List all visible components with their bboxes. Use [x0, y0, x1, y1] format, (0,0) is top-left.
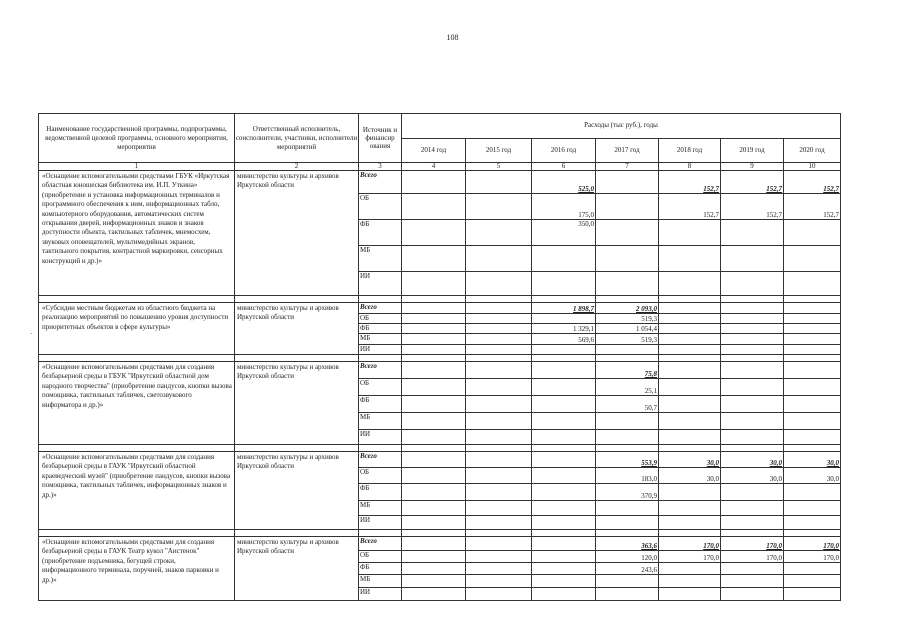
value-cell: [466, 314, 532, 324]
value-cell: [784, 314, 841, 324]
value-cell: [596, 220, 659, 246]
value-cell: 152,7: [659, 171, 721, 194]
value-cell: [466, 379, 532, 396]
value-cell: [402, 575, 466, 588]
value-cell: [784, 220, 841, 246]
value-cell: [721, 303, 784, 314]
value-cell: [402, 272, 466, 296]
value-cell: [659, 324, 721, 334]
value-cell: 170,0: [659, 537, 721, 551]
value-cell: [596, 575, 659, 588]
value-cell: [596, 413, 659, 430]
value-cell: [596, 345, 659, 355]
value-cell: [466, 171, 532, 194]
value-cell: [659, 501, 721, 516]
value-cell: [659, 334, 721, 345]
value-cell: [784, 345, 841, 355]
value-cell: [532, 413, 596, 430]
source-label: ФБ: [359, 396, 402, 413]
value-cell: [721, 379, 784, 396]
value-cell: [659, 396, 721, 413]
value-cell: 30,0: [721, 468, 784, 484]
source-label: Всего: [359, 303, 402, 314]
value-cell: [659, 563, 721, 575]
value-cell: [784, 272, 841, 296]
value-cell: [721, 246, 784, 272]
source-label: ФБ: [359, 563, 402, 575]
stray-mark: ·: [30, 330, 33, 338]
source-label: Всего: [359, 362, 402, 379]
value-cell: [402, 484, 466, 501]
value-cell: [466, 501, 532, 516]
value-cell: [532, 551, 596, 563]
value-cell: 120,0: [596, 551, 659, 563]
value-cell: [659, 379, 721, 396]
source-label: ФБ: [359, 324, 402, 334]
value-cell: [532, 484, 596, 501]
value-cell: [532, 379, 596, 396]
value-cell: 30,0: [784, 452, 841, 468]
value-cell: [402, 537, 466, 551]
value-cell: [596, 501, 659, 516]
value-cell: [659, 303, 721, 314]
value-cell: [721, 272, 784, 296]
value-cell: [596, 194, 659, 220]
value-cell: 519,3: [596, 334, 659, 345]
value-cell: [466, 588, 532, 601]
value-cell: [784, 413, 841, 430]
value-cell: [532, 430, 596, 445]
value-cell: 2 093,0: [596, 303, 659, 314]
header-year: 2017 год: [596, 138, 659, 163]
value-cell: 152,7: [784, 171, 841, 194]
column-number: 6: [532, 163, 596, 171]
value-cell: [466, 484, 532, 501]
source-label: ОБ: [359, 379, 402, 396]
value-cell: [784, 379, 841, 396]
value-cell: 30,0: [784, 468, 841, 484]
value-cell: [532, 246, 596, 272]
value-cell: [402, 194, 466, 220]
value-cell: [721, 588, 784, 601]
program-description: «Субсидии местным бюджетам из областного бюджета на реализацию мероприятий по повышению уровня доступности приоритетных объектов в сфере культуры»: [39, 303, 235, 355]
source-label: Всего: [359, 537, 402, 551]
value-cell: 152,7: [784, 194, 841, 220]
source-label: Всего: [359, 171, 402, 194]
source-label: ФБ: [359, 220, 402, 246]
value-cell: [466, 452, 532, 468]
value-cell: [532, 345, 596, 355]
value-cell: [402, 468, 466, 484]
value-cell: [532, 575, 596, 588]
value-cell: [596, 246, 659, 272]
program-executor: министерство культуры и архивов Иркутской области: [235, 537, 359, 601]
value-cell: [532, 362, 596, 379]
value-cell: 569,6: [532, 334, 596, 345]
source-label: ИИ: [359, 516, 402, 530]
value-cell: [532, 396, 596, 413]
value-cell: [721, 314, 784, 324]
value-cell: 25,1: [596, 379, 659, 396]
column-number: 7: [596, 163, 659, 171]
value-cell: 30,0: [659, 468, 721, 484]
value-cell: [402, 551, 466, 563]
page-number: 108: [446, 33, 459, 42]
value-cell: [402, 303, 466, 314]
value-cell: [532, 537, 596, 551]
value-cell: [466, 413, 532, 430]
source-label: ФБ: [359, 484, 402, 501]
value-cell: [596, 430, 659, 445]
value-cell: 553,9: [596, 452, 659, 468]
value-cell: [721, 413, 784, 430]
value-cell: [402, 430, 466, 445]
block-separator: [39, 530, 841, 537]
value-cell: [466, 575, 532, 588]
header-source: Источник и финансир ования: [359, 114, 402, 163]
value-cell: 30,0: [659, 452, 721, 468]
value-cell: 50,7: [596, 396, 659, 413]
value-cell: 152,7: [721, 194, 784, 220]
value-cell: [402, 362, 466, 379]
value-cell: [402, 220, 466, 246]
header-year: 2018 год: [659, 138, 721, 163]
value-cell: [466, 334, 532, 345]
value-cell: [784, 484, 841, 501]
value-cell: [402, 171, 466, 194]
header-year: 2014 год: [402, 138, 466, 163]
value-cell: [402, 516, 466, 530]
header-year: 2016 год: [532, 138, 596, 163]
column-number: 5: [466, 163, 532, 171]
value-cell: [402, 452, 466, 468]
value-cell: [402, 379, 466, 396]
source-label: ОБ: [359, 551, 402, 563]
value-cell: [659, 516, 721, 530]
block-separator: [39, 355, 841, 362]
value-cell: [659, 272, 721, 296]
source-label: МБ: [359, 575, 402, 588]
value-cell: [466, 551, 532, 563]
value-cell: [784, 563, 841, 575]
source-label: ОБ: [359, 468, 402, 484]
value-cell: 170,0: [721, 551, 784, 563]
value-cell: [659, 220, 721, 246]
value-cell: [532, 272, 596, 296]
value-cell: [402, 345, 466, 355]
value-cell: [659, 430, 721, 445]
value-cell: 350,0: [532, 220, 596, 246]
program-description: «Оснащение вспомогательными средствами для создания безбарьерной среды в ГАУК Театр кукол "Аистенок"(приобретение подъемника, бегущей строки, информационного терминала, поручней, знаков парковки и др.)»: [39, 537, 235, 601]
value-cell: 1 054,4: [596, 324, 659, 334]
source-label: ИИ: [359, 430, 402, 445]
value-cell: [532, 588, 596, 601]
value-cell: [402, 314, 466, 324]
value-cell: [721, 516, 784, 530]
program-description: «Оснащение вспомогательными средствами для создания безбарьерной среды в ГБУК "Иркутский областной дом народного творчества" (приобретение пандусов, кнопки вызова помощника, тактильных табличек, светозвукового информатора и др.)»: [39, 362, 235, 445]
value-cell: [466, 220, 532, 246]
value-cell: 519,3: [596, 314, 659, 324]
value-cell: [784, 396, 841, 413]
value-cell: [659, 345, 721, 355]
value-cell: 363,6: [596, 537, 659, 551]
value-cell: [402, 588, 466, 601]
value-cell: [466, 246, 532, 272]
value-cell: 370,9: [596, 484, 659, 501]
value-cell: [466, 324, 532, 334]
value-cell: [596, 588, 659, 601]
value-cell: [784, 324, 841, 334]
value-cell: [596, 272, 659, 296]
column-number: 8: [659, 163, 721, 171]
value-cell: [721, 501, 784, 516]
value-cell: [596, 516, 659, 530]
value-cell: [659, 588, 721, 601]
value-cell: [659, 484, 721, 501]
value-cell: [466, 362, 532, 379]
program-executor: министерство культуры и архивов Иркутской области: [235, 362, 359, 445]
value-cell: [659, 314, 721, 324]
program-executor: министерство культуры и архивов Иркутской области: [235, 452, 359, 530]
value-cell: [784, 334, 841, 345]
value-cell: [659, 362, 721, 379]
value-cell: [466, 430, 532, 445]
value-cell: 152,7: [659, 194, 721, 220]
source-label: Всего: [359, 452, 402, 468]
table-row: [39, 303, 841, 314]
value-cell: [402, 396, 466, 413]
value-cell: [402, 563, 466, 575]
value-cell: [532, 501, 596, 516]
value-cell: 170,0: [784, 551, 841, 563]
value-cell: [402, 324, 466, 334]
value-cell: 170,0: [721, 537, 784, 551]
value-cell: [466, 303, 532, 314]
value-cell: [659, 246, 721, 272]
source-label: ОБ: [359, 194, 402, 220]
column-number: 3: [359, 163, 402, 171]
value-cell: 1 329,1: [532, 324, 596, 334]
source-label: МБ: [359, 413, 402, 430]
value-cell: [466, 345, 532, 355]
value-cell: 170,0: [659, 551, 721, 563]
program-executor: министерство культуры и архивов Иркутской области: [235, 171, 359, 296]
value-cell: 152,7: [721, 171, 784, 194]
column-numbers-row: [39, 163, 841, 171]
value-cell: [784, 588, 841, 601]
value-cell: [721, 324, 784, 334]
value-cell: [721, 334, 784, 345]
source-label: ОБ: [359, 314, 402, 324]
program-description: «Оснащение вспомогательными средствами ГБУК «Иркутская областная юношеская библиотека им. И.П. Уткина» (приобретение и установка информационных терминалов и программного обеспечения к ним, информационных табло, компьютерного оборудования, автоматических систем открывания дверей, информационных знаков и знаков доступности объекта, тактильных табличек, мнемосхем, звуковых оповещателей, мультимедийных экранов, тактильного покрытия, контрастной маркировки, сенсорных конструкций и др.)»: [39, 171, 235, 296]
source-label: ИИ: [359, 272, 402, 296]
source-label: МБ: [359, 246, 402, 272]
value-cell: [721, 575, 784, 588]
expenses-table: [38, 113, 841, 601]
value-cell: [784, 303, 841, 314]
program-executor: министерство культуры и архивов Иркутской области: [235, 303, 359, 355]
table-row: [39, 537, 841, 551]
value-cell: 183,0: [596, 468, 659, 484]
header-year: 2015 год: [466, 138, 532, 163]
value-cell: [532, 516, 596, 530]
header-year: 2020 год: [784, 138, 841, 163]
value-cell: [721, 430, 784, 445]
value-cell: [402, 501, 466, 516]
value-cell: [466, 563, 532, 575]
value-cell: [784, 575, 841, 588]
value-cell: [402, 246, 466, 272]
value-cell: [466, 194, 532, 220]
header-row: [39, 114, 841, 139]
value-cell: [659, 413, 721, 430]
value-cell: [659, 575, 721, 588]
program-description: «Оснащение вспомогательными средствами для создания безбарьерной среды в ГАУК "Иркутский областной краеведческий музей" (приобретение пандусов, кнопки вызова помощника, тактильных табличек, информационных знаков и др.)»: [39, 452, 235, 530]
value-cell: [466, 396, 532, 413]
value-cell: [721, 345, 784, 355]
source-label: ИИ: [359, 588, 402, 601]
value-cell: [466, 272, 532, 296]
table-row: [39, 362, 841, 379]
source-label: ИИ: [359, 345, 402, 355]
value-cell: [466, 516, 532, 530]
value-cell: 170,0: [784, 537, 841, 551]
column-number: 10: [784, 163, 841, 171]
value-cell: 243,6: [596, 563, 659, 575]
value-cell: [532, 563, 596, 575]
value-cell: 1 898,7: [532, 303, 596, 314]
header-program-name: Наименование государственной программы, подпрограммы, ведомственной целевой программы, основного мероприятия, мероприятия: [39, 114, 235, 163]
value-cell: [466, 537, 532, 551]
value-cell: [784, 246, 841, 272]
value-cell: [721, 396, 784, 413]
table-row: [39, 171, 841, 194]
value-cell: [721, 220, 784, 246]
value-cell: [532, 314, 596, 324]
block-separator: [39, 445, 841, 452]
value-cell: 525,0: [532, 171, 596, 194]
value-cell: [721, 362, 784, 379]
value-cell: 175,0: [532, 194, 596, 220]
column-number: 9: [721, 163, 784, 171]
value-cell: [402, 413, 466, 430]
column-number: 1: [39, 163, 235, 171]
header-year: 2019 год: [721, 138, 784, 163]
value-cell: [721, 484, 784, 501]
value-cell: [596, 171, 659, 194]
value-cell: [784, 501, 841, 516]
value-cell: [784, 362, 841, 379]
source-label: МБ: [359, 334, 402, 345]
header-expenses: Расходы (тыс руб.), годы: [402, 114, 841, 139]
column-number: 4: [402, 163, 466, 171]
value-cell: 30,0: [721, 452, 784, 468]
value-cell: [784, 430, 841, 445]
source-label: МБ: [359, 501, 402, 516]
header-executor: Ответственный исполнитель, соисполнители, участники, исполнители мероприятий: [235, 114, 359, 163]
value-cell: [402, 334, 466, 345]
value-cell: [721, 563, 784, 575]
table-row: [39, 452, 841, 468]
value-cell: [532, 468, 596, 484]
value-cell: [784, 516, 841, 530]
value-cell: [466, 468, 532, 484]
value-cell: 75,8: [596, 362, 659, 379]
value-cell: [532, 452, 596, 468]
column-number: 2: [235, 163, 359, 171]
block-separator: [39, 296, 841, 303]
